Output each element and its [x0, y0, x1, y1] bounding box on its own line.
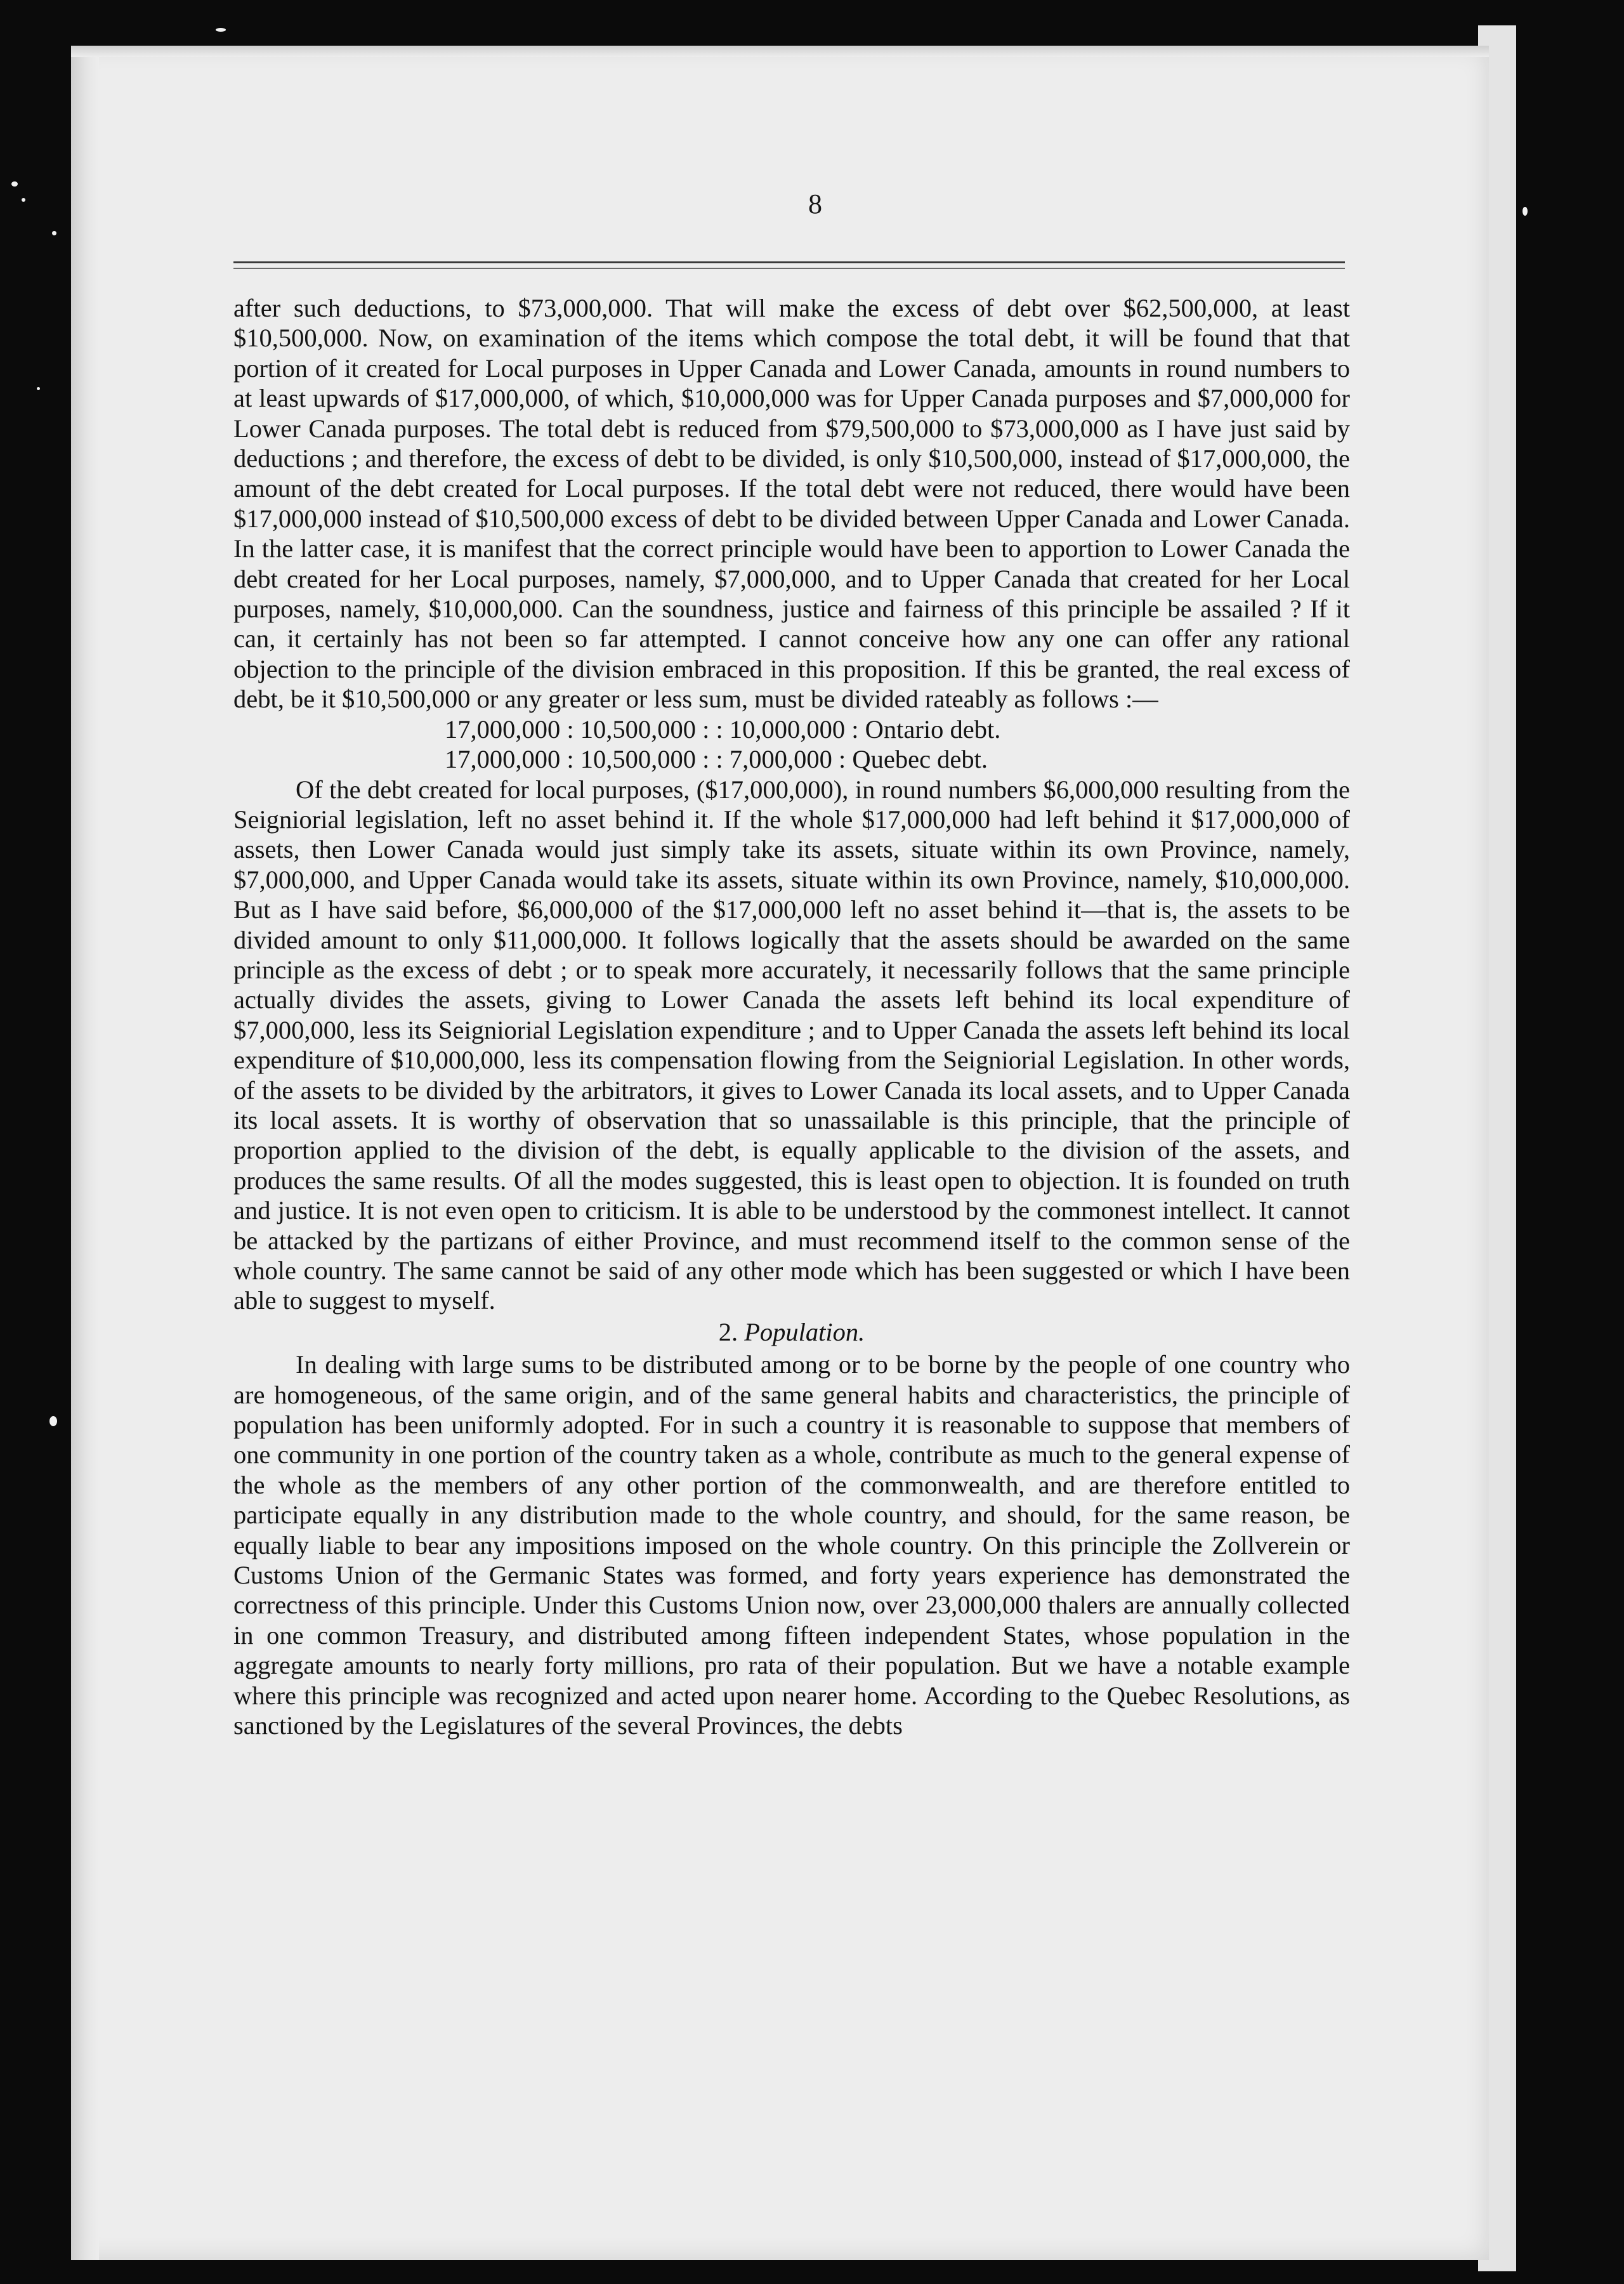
paragraph-assets: Of the debt created for local purposes, ($17,000,000), in round numbers $6,000,000 resulting from the Seigniorial legislation, left no asset behind it. If the whole $17,000,000 had left behind it $17,000,000 of assets, then Lower Canada would just simply take its assets, situate within its own Province, namely, $7,000,000, and Upper Canada would take its assets, situate within its own Province, namely, $10,000,000. But as I have said before, $6,000,000 of the $17,000,000 left no asset behind it—that is, the assets to be divided amount to only $11,000,000. It follows logically that the assets should be awarded on the same principle as the excess of debt ; or to speak more accurately, it necessarily follows that the same principle actually divides the assets, giving to Lower Canada the assets left behind its local expenditure of $7,000,000, less its Seigniorial Legislation expenditure ; and to Upper Canada the assets left behind its local expenditure of $10,000,000, less its compensation flowing from the Seigniorial Legislation. In other words, of the assets to be divided by the arbitrators, it gives to Lower Canada its local assets, and to Upper Canada its local assets. It is worthy of observation that so unassailable is this principle, that the principle of proportion applied to the division of the debt, is equally applicable to the division of the assets, and produces the same results. Of all the modes suggested, this is least open to objection. It is founded on truth and justice. It is not even open to criticism. It is able to be understood by the commonest intellect. It cannot be attacked by the partizans of either Province, and must recommend itself to the common sense of the whole country. The same cannot be said of any other mode which has been suggested or which I have been able to suggest to myself.	[233, 775, 1350, 1315]
ratio-line-quebec: 17,000,000 : 10,500,000 : : 7,000,000 : Quebec debt.	[445, 745, 988, 774]
dust-speck	[216, 28, 226, 32]
page-number: 8	[808, 188, 822, 220]
section-title: Population.	[744, 1317, 865, 1346]
paragraph-population: In dealing with large sums to be distributed among or to be borne by the people of one country who are homogeneous, of the same origin, and of the same general habits and characteristics, the principle of population has been uniformly adopted. For in such a country it is reasonable to suppose that members of one community in one portion of the country taken as a whole, contribute as much to the general expense of the whole as the members of any other portion of the commonwealth, and are therefore entitled to participate equally in any distribution made to the whole country, and should, for the same reason, be equally liable to bear any impositions imposed on the whole country. On this principle the Zollverein or Customs Union of the Germanic States was formed, and forty years experience has demonstrated the correctness of this principle. Under this Customs Union now, over 23,000,000 thalers are annually collected in one common Treasury, and distributed among fifteen independent States, whose population in the aggregate amounts to nearly forty millions, pro rata of their population. But we have a notable example where this principle was recognized and acted upon nearer home. According to the Quebec Resolutions, as sanctioned by the Legislatures of the several Provinces, the debts	[233, 1350, 1350, 1740]
dust-speck	[11, 181, 18, 187]
paragraph-continued: after such deductions, to $73,000,000. That will make the excess of debt over $62,500,000, at least $10,500,000. Now, on examination of the items which compose the total debt, it will be found that that portion of it created for Local purposes in Upper Canada and Lower Canada, amounts in round numbers to at least upwards of $17,000,000, of which, $10,000,000 was for Upper Canada purposes and $7,000,000 for Lower Canada purposes. The total debt is reduced from $79,500,000 to $73,000,000 as I have just said by deductions ; and therefore, the excess of debt to be divided, is only $10,500,000, instead of $17,000,000, the amount of the debt created for Local purposes. If the total debt were not reduced, there would have been $17,000,000 instead of $10,500,000 excess of debt to be divided between Upper Canada and Lower Canada. In the latter case, it is manifest that the correct principle would have been to apportion to Lower Canada the debt created for her Local purposes, namely, $7,000,000, and to Upper Canada that created for her Local purposes, namely, $10,000,000. Can the soundness, justice and fairness of this principle be assailed ? If it can, it certainly has not been so far attempted. I cannot conceive how any one can offer any rational objection to the principle of the division embraced in this proposition. If this be granted, the real excess of debt, be it $10,500,000 or any greater or less sum, must be divided rateably as follows :—	[233, 294, 1350, 714]
dust-speck	[37, 387, 40, 390]
page-top-shadow	[71, 46, 1489, 57]
section-number: 2.	[718, 1317, 738, 1346]
header-rule-thin	[233, 268, 1345, 269]
section-heading	[233, 1317, 1350, 1347]
body-text	[233, 293, 1350, 1741]
dust-speck	[49, 1416, 57, 1426]
page-binding-shadow	[71, 46, 99, 2260]
ratio-line-ontario: 17,000,000 : 10,500,000 : : 10,000,000 : Ontario debt.	[445, 714, 1001, 744]
header-rule	[233, 261, 1345, 263]
dust-speck	[52, 231, 56, 235]
